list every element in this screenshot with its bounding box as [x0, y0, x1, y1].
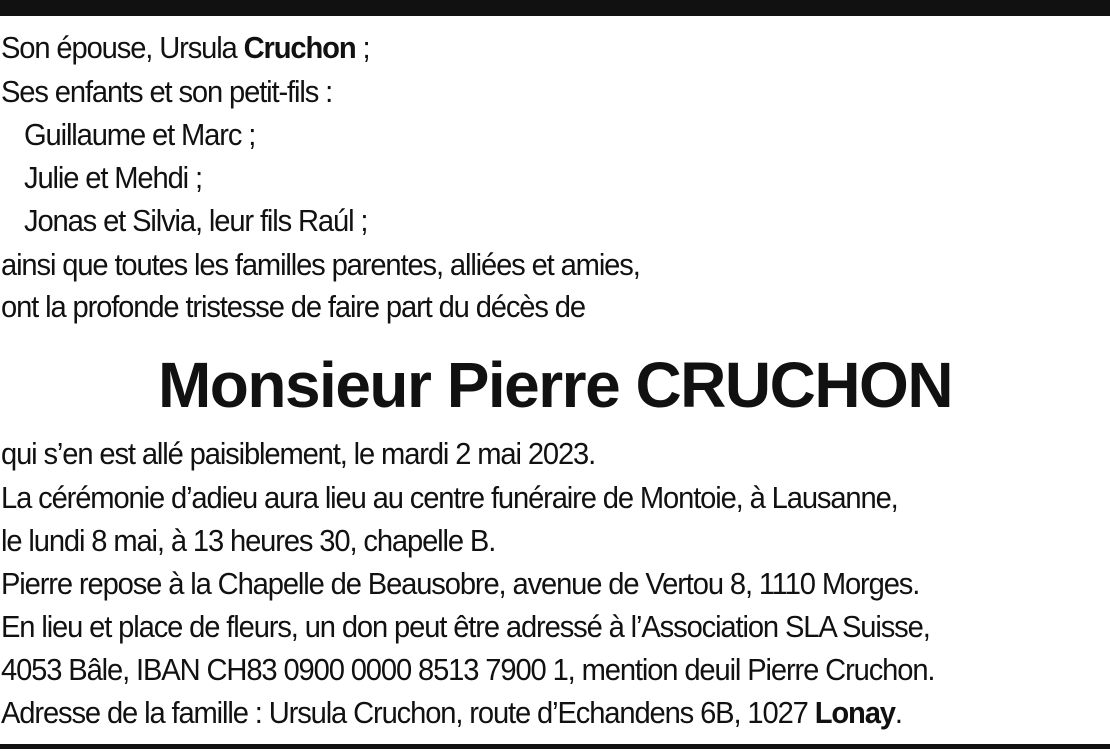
detail-line: En lieu et place de fleurs, un don peut être adressé à l’Association SLA Suisse, — [1, 609, 930, 644]
detail-line: 4053 Bâle, IBAN CH83 0900 0000 8513 7900 1, mention deuil Pierre Cruchon. — [1, 652, 935, 687]
family-address-line — [1, 693, 902, 733]
bottom-rule — [0, 744, 1110, 749]
child-line: Guillaume et Marc ; — [24, 117, 256, 152]
address-prefix: Adresse de la famille : Ursula Cruchon, route d’Echandens 6B, 1027 — [1, 695, 815, 730]
children-heading: Ses enfants et son petit-fils : — [1, 74, 333, 109]
families-line: ainsi que toutes les familles parentes, alliées et amies, — [1, 247, 640, 282]
spouse-prefix: Son épouse, Ursula — [1, 30, 244, 65]
detail-line: qui s’en est allé paisiblement, le mardi 2 mai 2023. — [1, 436, 596, 471]
detail-line: La cérémonie d’adieu aura lieu au centre funéraire de Montoie, à Lausanne, — [1, 480, 898, 515]
spouse-surname: Cruchon — [243, 30, 356, 65]
address-city: Lonay — [814, 695, 895, 730]
top-rule — [0, 0, 1110, 16]
child-line: Jonas et Silvia, leur fils Raúl ; — [24, 203, 368, 238]
announcement-line: ont la profonde tristesse de faire part du décès de — [1, 289, 585, 324]
deceased-name: Monsieur Pierre CRUCHON — [157, 349, 953, 421]
detail-line: Pierre repose à la Chapelle de Beausobre, avenue de Vertou 8, 1110 Morges. — [1, 566, 920, 601]
spouse-suffix: ; — [355, 30, 370, 65]
detail-line: le lundi 8 mai, à 13 heures 30, chapelle B. — [1, 523, 496, 558]
address-suffix: . — [894, 695, 902, 730]
spouse-line — [1, 28, 369, 68]
child-line: Julie et Mehdi ; — [24, 160, 202, 195]
